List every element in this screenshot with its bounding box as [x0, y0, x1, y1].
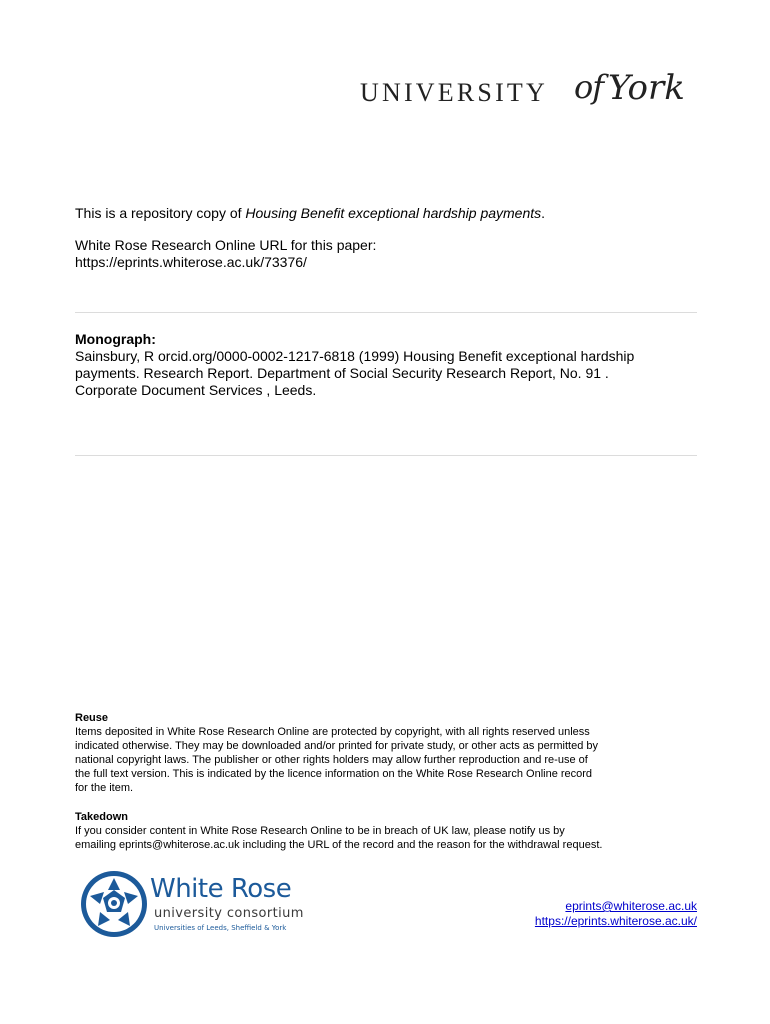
reuse-line-5: for the item.	[75, 782, 134, 794]
white-rose-subtitle: university consortium	[154, 906, 304, 921]
takedown-heading: Takedown	[75, 811, 128, 823]
takedown-line-1: If you consider content in White Rose Research Online to be in breach of UK law, please notify us by	[75, 825, 565, 837]
logo-of-text: of	[574, 68, 604, 106]
contact-links	[535, 899, 697, 929]
takedown-line-2: emailing eprints@whiterose.ac.uk including the URL of the record and the reason for the withdrawal request.	[75, 839, 603, 851]
logo-york-text: York	[608, 68, 685, 108]
repository-copy-line	[75, 205, 715, 222]
monograph-line-2: payments. Research Report. Department of Social Security Research Report, No. 91 .	[75, 365, 609, 381]
reuse-line-2: indicated otherwise. They may be downloaded and/or printed for private study, or other acts as permitted by	[75, 740, 598, 752]
white-rose-logo	[78, 868, 318, 940]
reuse-line-4: the full text version. This is indicated by the licence information on the White Rose Research Online record	[75, 768, 593, 780]
contact-site-link[interactable]: https://eprints.whiterose.ac.uk/	[534, 914, 697, 928]
url-label: White Rose Research Online URL for this paper:	[75, 237, 377, 253]
university-of-york-logo	[360, 68, 700, 114]
divider-top	[75, 312, 697, 313]
paper-title: Housing Benefit exceptional hardship payments	[245, 205, 542, 221]
reuse-heading: Reuse	[75, 712, 109, 724]
monograph-line-1: Sainsbury, R orcid.org/0000-0002-1217-6818 (1999) Housing Benefit exceptional hardship	[75, 348, 635, 364]
monograph-heading: Monograph:	[75, 331, 156, 347]
logo-university-text: UNIVERSITY	[360, 78, 548, 107]
intro-section	[75, 205, 715, 271]
monograph-line-3: Corporate Document Services , Leeds.	[75, 382, 317, 398]
divider-bottom	[75, 455, 697, 456]
reuse-line-1: Items deposited in White Rose Research Online are protected by copyright, with all rights reserved unless	[75, 726, 590, 738]
intro-prefix: This is a repository copy of	[75, 205, 246, 221]
paper-url[interactable]: https://eprints.whiterose.ac.uk/73376/	[75, 254, 307, 270]
intro-suffix: .	[541, 205, 546, 221]
reuse-line-3: national copyright laws. The publisher or other rights holders may allow further reproduction and re-use of	[75, 754, 588, 766]
white-rose-emblem-icon	[78, 868, 150, 940]
white-rose-tagline: Universities of Leeds, Sheffield & York	[154, 924, 287, 932]
contact-email-link[interactable]: eprints@whiterose.ac.uk	[565, 899, 697, 913]
white-rose-name: White Rose	[150, 874, 292, 904]
monograph-section	[75, 331, 705, 399]
reuse-takedown-section	[75, 711, 705, 852]
